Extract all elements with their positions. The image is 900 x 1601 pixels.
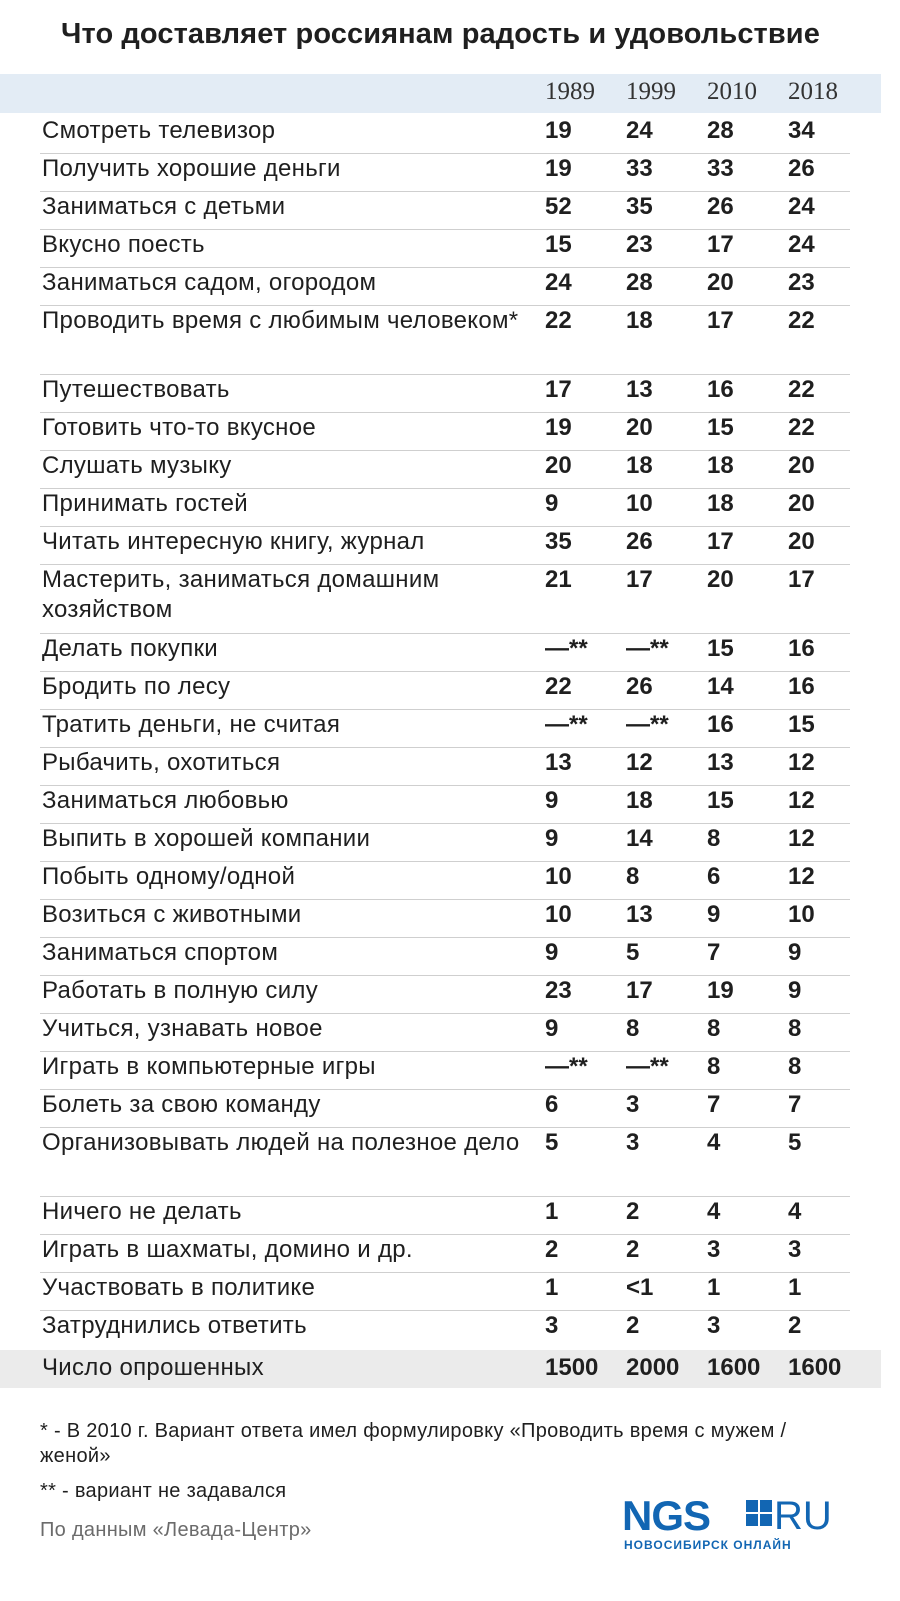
row-value-2010: 1 xyxy=(707,1274,721,1301)
row-value-1989: 19 xyxy=(545,155,572,182)
row-value-1999: 8 xyxy=(626,863,640,890)
row-label: Ничего не делать xyxy=(42,1198,242,1225)
row-label: Смотреть телевизор xyxy=(42,117,276,144)
logo-word: NGS xyxy=(622,1492,711,1539)
row-value-1999: 2 xyxy=(626,1312,640,1339)
row-value-1999: 26 xyxy=(626,673,653,700)
row-value-2018: 22 xyxy=(788,307,815,334)
row-label: Получить хорошие деньги xyxy=(42,155,341,182)
row-label: Заниматься садом, огородом xyxy=(42,269,377,296)
row-label: Работать в полную силу xyxy=(42,977,319,1004)
table-row xyxy=(40,975,850,1014)
table-row xyxy=(40,747,850,786)
row-label: Тратить деньги, не считая xyxy=(42,711,341,738)
row-value-1989: 52 xyxy=(545,193,572,220)
row-value-2018: 4 xyxy=(788,1198,802,1225)
table-row xyxy=(40,450,850,489)
row-value-2018: 12 xyxy=(788,787,815,814)
table-row xyxy=(40,1127,850,1197)
row-value-2010: 4 xyxy=(707,1129,721,1156)
row-value-2018: 24 xyxy=(788,231,815,258)
row-value-1999: <1 xyxy=(626,1274,654,1301)
row-value-2018: 3 xyxy=(788,1236,802,1263)
row-label: Готовить что-то вкусное xyxy=(42,414,317,441)
table-row xyxy=(40,1310,850,1350)
table-row xyxy=(40,861,850,900)
row-value-1989: 21 xyxy=(545,566,572,593)
row-value-2018: 2 xyxy=(788,1312,802,1339)
table-row xyxy=(40,229,850,268)
row-value-1999: 17 xyxy=(626,977,653,1004)
row-value-1989: 3 xyxy=(545,1312,559,1339)
row-value-1989: —** xyxy=(545,711,588,738)
row-value-2018: 34 xyxy=(788,117,815,144)
row-value-1999: 14 xyxy=(626,825,653,852)
table-row xyxy=(40,488,850,527)
table-row xyxy=(40,153,850,192)
row-value-2010: 9 xyxy=(707,901,721,928)
row-value-2018: 1 xyxy=(788,1274,802,1301)
row-value-1999: 12 xyxy=(626,749,653,776)
table-row xyxy=(40,1013,850,1052)
row-value-1989: —** xyxy=(545,635,588,662)
row-value-1989: 2 xyxy=(545,1236,559,1263)
row-value-2018: 24 xyxy=(788,193,815,220)
row-value-2010: 18 xyxy=(707,452,734,479)
row-value-2018: 16 xyxy=(788,673,815,700)
row-value-2010: 4 xyxy=(707,1198,721,1225)
row-value-2010: 15 xyxy=(707,787,734,814)
table-row xyxy=(40,267,850,306)
row-value-1999: 18 xyxy=(626,307,653,334)
row-value-2010: 16 xyxy=(707,711,734,738)
logo-square-icon xyxy=(746,1500,772,1526)
row-value-1999: —** xyxy=(626,1053,669,1080)
row-value-2018: 9 xyxy=(788,977,802,1004)
row-value-2018: 12 xyxy=(788,825,815,852)
row-value-2010: 26 xyxy=(707,193,734,220)
table-row xyxy=(40,1272,850,1311)
row-value-1989: 10 xyxy=(545,901,572,928)
row-value-1989: 10 xyxy=(545,863,572,890)
row-label: Рыбачить, охотиться xyxy=(42,749,281,776)
row-value-2010: 13 xyxy=(707,749,734,776)
row-value-2018: 20 xyxy=(788,528,815,555)
row-value-1999: 18 xyxy=(626,452,653,479)
row-value-1999: 13 xyxy=(626,376,653,403)
row-value-2010: 17 xyxy=(707,231,734,258)
row-value-2010: 3 xyxy=(707,1236,721,1263)
row-value-1999: 5 xyxy=(626,939,640,966)
row-value-1989: 9 xyxy=(545,825,559,852)
table-row xyxy=(40,899,850,938)
row-value-1989: 9 xyxy=(545,787,559,814)
row-value-1989: 15 xyxy=(545,231,572,258)
row-value-1989: 19 xyxy=(545,117,572,144)
table-row xyxy=(40,823,850,862)
row-value-1989: 13 xyxy=(545,749,572,776)
total-label: Число опрошенных xyxy=(42,1354,264,1381)
row-value-2010: 15 xyxy=(707,414,734,441)
row-label: Играть в шахматы, домино и др. xyxy=(42,1236,413,1263)
table-row xyxy=(40,633,850,672)
table-row xyxy=(40,937,850,976)
row-label: Проводить время с любимым человеком* xyxy=(42,307,519,334)
row-value-1999: —** xyxy=(626,711,669,738)
row-value-1989: 9 xyxy=(545,490,559,517)
table-row xyxy=(40,374,850,413)
row-value-1989: 1 xyxy=(545,1198,559,1225)
row-label: Побыть одному/одной xyxy=(42,863,296,890)
row-value-1989: 22 xyxy=(545,673,572,700)
row-value-1999: 28 xyxy=(626,269,653,296)
row-value-1989: 35 xyxy=(545,528,572,555)
row-value-2010: 7 xyxy=(707,939,721,966)
row-value-1999: 26 xyxy=(626,528,653,555)
row-value-2010: 15 xyxy=(707,635,734,662)
row-value-2010: 3 xyxy=(707,1312,721,1339)
row-value-1999: 3 xyxy=(626,1091,640,1118)
row-value-1989: 1 xyxy=(545,1274,559,1301)
table-row xyxy=(40,1196,850,1235)
row-label: Заниматься с детьми xyxy=(42,193,286,220)
row-value-2010: 28 xyxy=(707,117,734,144)
row-value-2018: 20 xyxy=(788,452,815,479)
row-value-2010: 19 xyxy=(707,977,734,1004)
footnote-2: ** - вариант не задавался xyxy=(40,1480,287,1502)
table-row xyxy=(40,785,850,824)
row-label: Слушать музыку xyxy=(42,452,232,479)
row-value-1989: 20 xyxy=(545,452,572,479)
table-row xyxy=(40,671,850,710)
logo-ru: RU xyxy=(774,1494,832,1538)
row-value-2010: 17 xyxy=(707,528,734,555)
year-2010: 2010 xyxy=(707,78,757,105)
row-value-2010: 16 xyxy=(707,376,734,403)
row-label: Заниматься любовью xyxy=(42,787,289,814)
row-label: Играть в компьютерные игры xyxy=(42,1053,376,1080)
table-row xyxy=(40,412,850,451)
row-value-1999: 24 xyxy=(626,117,653,144)
row-value-2018: 22 xyxy=(788,376,815,403)
row-value-1999: 8 xyxy=(626,1015,640,1042)
table-row xyxy=(40,564,850,634)
total-1999: 2000 xyxy=(626,1354,680,1381)
row-label: Вкусно поесть xyxy=(42,231,205,258)
row-label: Выпить в хорошей компании xyxy=(42,825,371,852)
row-value-2010: 8 xyxy=(707,1053,721,1080)
row-value-1989: —** xyxy=(545,1053,588,1080)
row-value-1989: 5 xyxy=(545,1129,559,1156)
row-value-1999: 35 xyxy=(626,193,653,220)
table-row xyxy=(40,1089,850,1128)
row-label: Возиться с животными xyxy=(42,901,302,928)
row-value-2018: 8 xyxy=(788,1015,802,1042)
row-value-2010: 8 xyxy=(707,1015,721,1042)
row-label: Путешествовать xyxy=(42,376,230,403)
page-title: Что доставляет россиянам радость и удовольствие xyxy=(61,18,820,50)
year-1999: 1999 xyxy=(626,78,676,105)
row-label: Принимать гостей xyxy=(42,490,248,517)
row-value-1989: 23 xyxy=(545,977,572,1004)
row-label: Затруднились ответить xyxy=(42,1312,307,1339)
row-value-2018: 23 xyxy=(788,269,815,296)
row-value-1999: 18 xyxy=(626,787,653,814)
row-value-2018: 12 xyxy=(788,749,815,776)
year-2018: 2018 xyxy=(788,78,838,105)
row-value-2010: 17 xyxy=(707,307,734,334)
row-value-2018: 17 xyxy=(788,566,815,593)
table-row xyxy=(40,1051,850,1090)
row-value-1999: 2 xyxy=(626,1236,640,1263)
row-value-1999: 13 xyxy=(626,901,653,928)
row-value-2018: 22 xyxy=(788,414,815,441)
row-value-2018: 16 xyxy=(788,635,815,662)
row-value-2018: 9 xyxy=(788,939,802,966)
total-1989: 1500 xyxy=(545,1354,599,1381)
row-value-2018: 15 xyxy=(788,711,815,738)
row-value-1999: 23 xyxy=(626,231,653,258)
table-row xyxy=(40,526,850,565)
row-value-1999: —** xyxy=(626,635,669,662)
row-value-1989: 6 xyxy=(545,1091,559,1118)
row-label: Бродить по лесу xyxy=(42,673,231,700)
table-row xyxy=(40,115,850,154)
source-note: По данным «Левада-Центр» xyxy=(40,1519,312,1541)
row-label: Болеть за свою команду xyxy=(42,1091,321,1118)
row-label: Организовывать людей на полезное дело xyxy=(42,1129,520,1156)
row-value-2010: 8 xyxy=(707,825,721,852)
row-value-2018: 10 xyxy=(788,901,815,928)
table-row xyxy=(40,709,850,748)
row-value-1999: 33 xyxy=(626,155,653,182)
row-value-1989: 9 xyxy=(545,939,559,966)
total-2010: 1600 xyxy=(707,1354,761,1381)
row-value-1989: 24 xyxy=(545,269,572,296)
row-value-2010: 14 xyxy=(707,673,734,700)
row-value-2018: 12 xyxy=(788,863,815,890)
row-value-2010: 20 xyxy=(707,566,734,593)
row-value-1989: 17 xyxy=(545,376,572,403)
footnote-1: * - В 2010 г. Вариант ответа имел формулировку «Проводить время с мужем / женой» xyxy=(40,1420,787,1467)
row-label: Читать интересную книгу, журнал xyxy=(42,528,425,555)
row-label: Делать покупки xyxy=(42,635,219,662)
row-label: Учиться, узнавать новое xyxy=(42,1015,323,1042)
row-label: Заниматься спортом xyxy=(42,939,279,966)
year-1989: 1989 xyxy=(545,78,595,105)
row-value-1999: 20 xyxy=(626,414,653,441)
total-2018: 1600 xyxy=(788,1354,842,1381)
row-label: Участвовать в политике xyxy=(42,1274,316,1301)
row-label: Мастерить, заниматься домашним хозяйством xyxy=(42,566,440,623)
row-value-2018: 8 xyxy=(788,1053,802,1080)
table-row xyxy=(40,305,850,375)
row-value-1999: 3 xyxy=(626,1129,640,1156)
row-value-1989: 22 xyxy=(545,307,572,334)
row-value-2010: 7 xyxy=(707,1091,721,1118)
logo-subtitle: НОВОСИБИРСК ОНЛАЙН xyxy=(624,1538,792,1552)
row-value-1999: 17 xyxy=(626,566,653,593)
row-value-2018: 26 xyxy=(788,155,815,182)
row-value-2010: 6 xyxy=(707,863,721,890)
row-value-2010: 33 xyxy=(707,155,734,182)
row-value-2018: 5 xyxy=(788,1129,802,1156)
row-value-1999: 2 xyxy=(626,1198,640,1225)
ngs-logo[interactable] xyxy=(622,1494,852,1558)
table-row xyxy=(40,191,850,230)
row-value-2018: 7 xyxy=(788,1091,802,1118)
row-value-1989: 19 xyxy=(545,414,572,441)
row-value-1989: 9 xyxy=(545,1015,559,1042)
row-value-2010: 20 xyxy=(707,269,734,296)
row-value-2018: 20 xyxy=(788,490,815,517)
row-value-1999: 10 xyxy=(626,490,653,517)
row-value-2010: 18 xyxy=(707,490,734,517)
table-row xyxy=(40,1234,850,1273)
